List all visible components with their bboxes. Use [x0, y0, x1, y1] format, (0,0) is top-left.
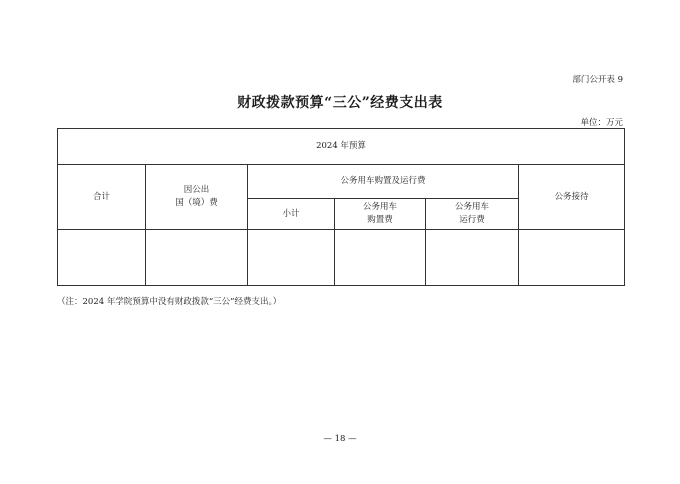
table-row [58, 230, 625, 286]
document-title: 财政拨款预算“三公”经费支出表 [237, 95, 443, 111]
col-vehicle-group-header: 公务用车购置及运行费 [248, 165, 519, 199]
col-total-header: 合计 [58, 165, 146, 230]
col-purchase-line2: 购置费 [367, 215, 393, 225]
col-operation-line1: 公务用车 [454, 202, 489, 213]
table-note: （注：2024 年学院预算中没有财政拨款“三公”经费支出。） [57, 297, 282, 307]
col-operation-header [426, 199, 519, 230]
table-cell [335, 230, 426, 286]
table-label: 部门公开表 9 [572, 75, 623, 85]
table-cell [519, 230, 625, 286]
unit-label: 单位：万元 [580, 118, 623, 128]
year-header: 2024 年预算 [58, 129, 625, 165]
col-reception-header: 公务接待 [519, 165, 625, 230]
table-header-row [58, 129, 625, 165]
col-subtotal-header: 小计 [248, 199, 335, 230]
col-operation-line2: 运行费 [459, 215, 485, 225]
page-number: — 18 — [323, 434, 357, 444]
col-abroad-header [146, 165, 248, 230]
col-purchase-header [335, 199, 426, 230]
table-cell [146, 230, 248, 286]
budget-table [57, 128, 625, 286]
table-cell [426, 230, 519, 286]
col-purchase-line1: 公务用车 [362, 202, 397, 213]
table-cell [248, 230, 335, 286]
table-header-row [58, 165, 625, 199]
table-cell [58, 230, 146, 286]
col-abroad-line2: 国（境）费 [175, 198, 218, 208]
col-abroad-line1: 因公出 [183, 185, 210, 196]
